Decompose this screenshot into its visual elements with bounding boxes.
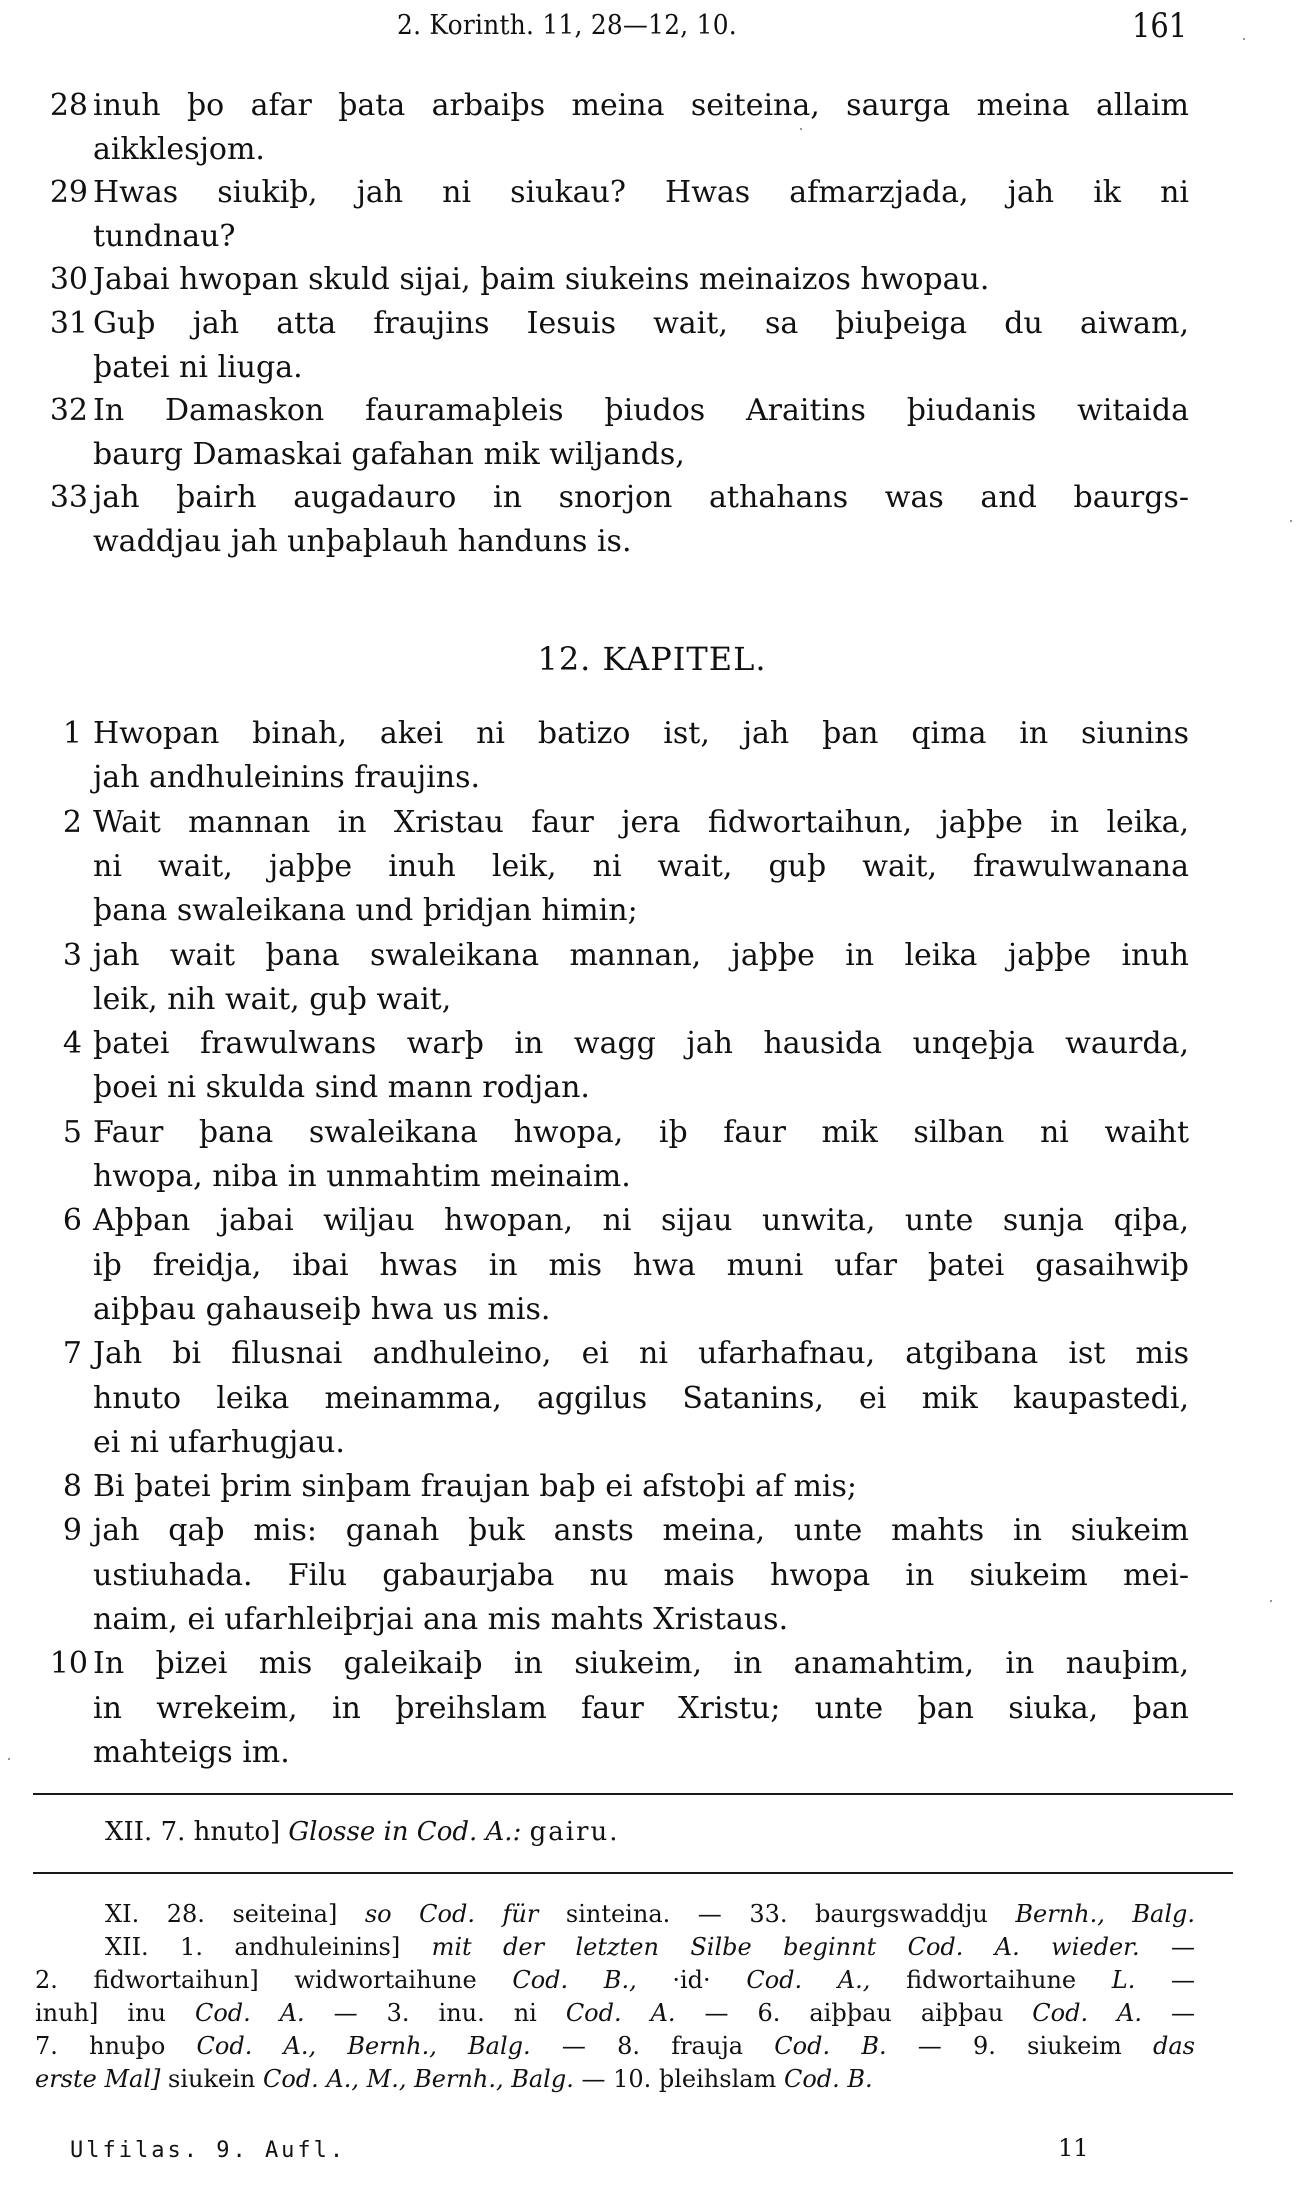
running-head-title: 2. Korinth. 11, 28—12, 10.	[397, 10, 737, 41]
verse-line: þatei ni liuga.	[93, 349, 303, 385]
apparatus-italic: Cod. A.	[194, 1999, 305, 2027]
verse-number: 5	[62, 1114, 82, 1150]
apparatus-line	[35, 2029, 1195, 2063]
apparatus-italic: so Cod. für	[364, 1900, 539, 1928]
apparatus-italic: das	[1153, 2032, 1195, 2060]
apparatus-text: XII. 1. andhuleinins]	[105, 1933, 432, 1961]
verse-line: Faur þana swaleikana hwopa, iþ faur mik silban ni waiht	[93, 1114, 1189, 1150]
verse-line: tundnau?	[93, 218, 236, 254]
apparatus-text: — 3. inu. ni	[304, 1999, 566, 2027]
verse-number: 33	[49, 480, 88, 516]
scan-speck	[800, 128, 802, 130]
verse-line: jah wait þana swaleikana mannan, jaþþe in leika jaþþe inuh	[93, 937, 1189, 973]
verse-line: iþ freidja, ibai hwas in mis hwa muni ufar þatei gasaihwiþ	[93, 1247, 1189, 1283]
verse-line: In Damaskon fauramaþleis þiudos Araitins þiudanis witaida	[93, 393, 1189, 429]
verse-line: mahteigs im.	[93, 1734, 290, 1770]
scan-speck	[1270, 1600, 1272, 1602]
apparatus-text: —	[1139, 1933, 1195, 1961]
verse-line: jah qaþ mis: ganah þuk ansts meina, unte mahts in siukeim	[93, 1513, 1189, 1549]
apparatus-italic: Cod. B.	[783, 2065, 873, 2093]
apparatus-text: — 8. frauja	[530, 2032, 775, 2060]
verse-line: hwopa, niba in unmahtim meinaim.	[93, 1159, 631, 1194]
apparatus-italic: Cod. B.,	[512, 1966, 637, 1994]
apparatus-line	[105, 1897, 1195, 1931]
apparatus-text: — 6. aiþþau aiþþau	[675, 1999, 1033, 2027]
verse-number: 1	[62, 716, 82, 751]
apparatus-italic: mit der letzten Silbe beginnt Cod. A. wieder.	[431, 1933, 1140, 1961]
apparatus-text: 7. hnuþo	[35, 2032, 197, 2060]
apparatus-text: XI. 28. seiteina]	[105, 1900, 365, 1928]
verse-line: Wait mannan in Xristau faur jera fidwortaihun, jaþþe in leika,	[93, 804, 1189, 840]
apparatus-text: — 9. siukeim	[886, 2032, 1153, 2060]
chapter-heading: 12. KAPITEL.	[537, 640, 767, 678]
apparatus-italic: Bernh., Balg.	[1015, 1900, 1196, 1928]
scan-speck	[8, 1758, 10, 1760]
signature-mark: Ulfilas. 9. Aufl.	[70, 2138, 347, 2163]
verse-line: Jabai hwopan skuld sijai, þaim siukeins meinaizos hwopau.	[93, 262, 990, 298]
verse-line: Bi þatei þrim sinþam fraujan baþ ei afstoþi af mis;	[93, 1469, 858, 1505]
verse-line: In þizei mis galeikaiþ in siukeim, in anamahtim, in nauþim,	[93, 1646, 1189, 1682]
gloss-note-source: Glosse in Cod. A.:	[288, 1817, 522, 1847]
verse-line: naim, ei ufarhleiþrjai ana mis mahts Xristaus.	[93, 1602, 789, 1637]
verse-number: 6	[62, 1203, 82, 1239]
gloss-note-ref: XII. 7. hnuto]	[105, 1817, 281, 1847]
verse-number: 32	[49, 393, 88, 429]
verse-number: 10	[49, 1646, 88, 1682]
gloss-note-value: gairu.	[529, 1817, 620, 1847]
verse-line: in wrekeim, in þreihslam faur Xristu; unte þan siuka, þan	[93, 1690, 1189, 1726]
verse-number: 9	[62, 1513, 82, 1549]
verse-line: Hwopan binah, akei ni batizo ist, jah þan qima in siunins	[93, 716, 1189, 751]
apparatus-line	[35, 1963, 1195, 1997]
verse-line: aiþþau gahauseiþ hwa us mis.	[93, 1291, 551, 1327]
verse-number: 29	[49, 175, 88, 211]
verse-line: þoei ni skulda sind mann rodjan.	[93, 1070, 590, 1106]
verse-number: 30	[49, 262, 88, 298]
apparatus-text: —	[1135, 1966, 1196, 1994]
verse-line: Jah bi filusnai andhuleino, ei ni ufarhafnau, atgibana ist mis	[93, 1336, 1189, 1372]
apparatus-italic: Cod. A., Bernh., Balg.	[196, 2032, 531, 2060]
apparatus-italic: Cod. A., M., Bernh., Balg.	[262, 2065, 574, 2093]
scan-speck	[1243, 38, 1245, 40]
scan-speck	[1290, 520, 1292, 522]
verse-line: waddjau jah unþaþlauh handuns is.	[93, 524, 632, 559]
verse-number: 7	[62, 1336, 82, 1372]
verse-number: 2	[62, 804, 82, 840]
gloss-note	[105, 1815, 620, 1849]
apparatus-text: sinteina. — 33. baurgswaddju	[538, 1900, 1016, 1928]
verse-line: ni wait, jaþþe inuh leik, ni wait, guþ wait, frawulwanana	[93, 848, 1189, 884]
verse-number: 28	[49, 88, 88, 123]
apparatus-italic: erste Mal]	[35, 2065, 161, 2093]
apparatus-text: inuh] inu	[35, 1999, 195, 2027]
footnote-divider-bottom	[33, 1872, 1233, 1874]
verse-line: ustiuhada. Filu gabaurjaba nu mais hwopa in siukeim mei-	[93, 1557, 1189, 1593]
apparatus-line	[35, 2062, 1195, 2096]
page-number: 161	[1132, 6, 1188, 46]
running-head	[0, 6, 1304, 50]
verse-line: þana swaleikana und þridjan himin;	[93, 893, 638, 929]
verse-line: Hwas siukiþ, jah ni siukau? Hwas afmarzjada, jah ik ni	[93, 175, 1189, 211]
apparatus-italic: Cod. A.,	[746, 1966, 871, 1994]
verse-line: þatei frawulwans warþ in wagg jah hausida unqeþja waurda,	[93, 1026, 1189, 1062]
verse-line: aikklesjom.	[93, 131, 265, 167]
verse-number: 3	[62, 937, 82, 973]
apparatus-italic: Cod. A.	[565, 1999, 676, 2027]
verse-line: inuh þo afar þata arbaiþs meina seiteina, saurga meina allaim	[93, 88, 1189, 123]
verse-number: 8	[62, 1469, 82, 1505]
footnote-divider-top	[33, 1793, 1233, 1795]
verse-line: Guþ jah atta fraujins Iesuis wait, sa þiuþeiga du aiwam,	[93, 306, 1189, 341]
apparatus-text: 2. fidwortaihun] widwortaihune	[35, 1966, 513, 1994]
apparatus-text: ·id·	[636, 1966, 747, 1994]
apparatus-line	[105, 1930, 1195, 1964]
apparatus-italic: L.	[1111, 1966, 1136, 1994]
apparatus-text: fidwortaihune	[870, 1966, 1112, 1994]
verse-line: leik, nih wait, guþ wait,	[93, 981, 452, 1017]
apparatus-text: —	[1142, 1999, 1196, 2027]
verse-number: 4	[62, 1026, 82, 1062]
apparatus-text: siukein	[160, 2065, 263, 2093]
verse-line: ei ni ufarhugjau.	[93, 1424, 345, 1460]
verse-line: Aþþan jabai wiljau hwopan, ni sijau unwita, unte sunja qiþa,	[93, 1203, 1189, 1239]
apparatus-line	[35, 1996, 1195, 2030]
verse-number: 31	[49, 306, 88, 341]
apparatus-italic: Cod. A.	[1032, 1999, 1143, 2027]
apparatus-italic: Cod. B.	[774, 2032, 887, 2060]
verse-line: jah þairh augadauro in snorjon athahans was and baurgs-	[93, 480, 1189, 516]
signature-number: 11	[1058, 2134, 1089, 2162]
verse-line: hnuto leika meinamma, aggilus Satanins, ei mik kaupastedi,	[93, 1380, 1189, 1416]
apparatus-text: — 10. þleihslam	[573, 2065, 784, 2093]
verse-line: baurg Damaskai gafahan mik wiljands,	[93, 436, 685, 472]
verse-line: jah andhuleinins fraujins.	[93, 760, 481, 796]
